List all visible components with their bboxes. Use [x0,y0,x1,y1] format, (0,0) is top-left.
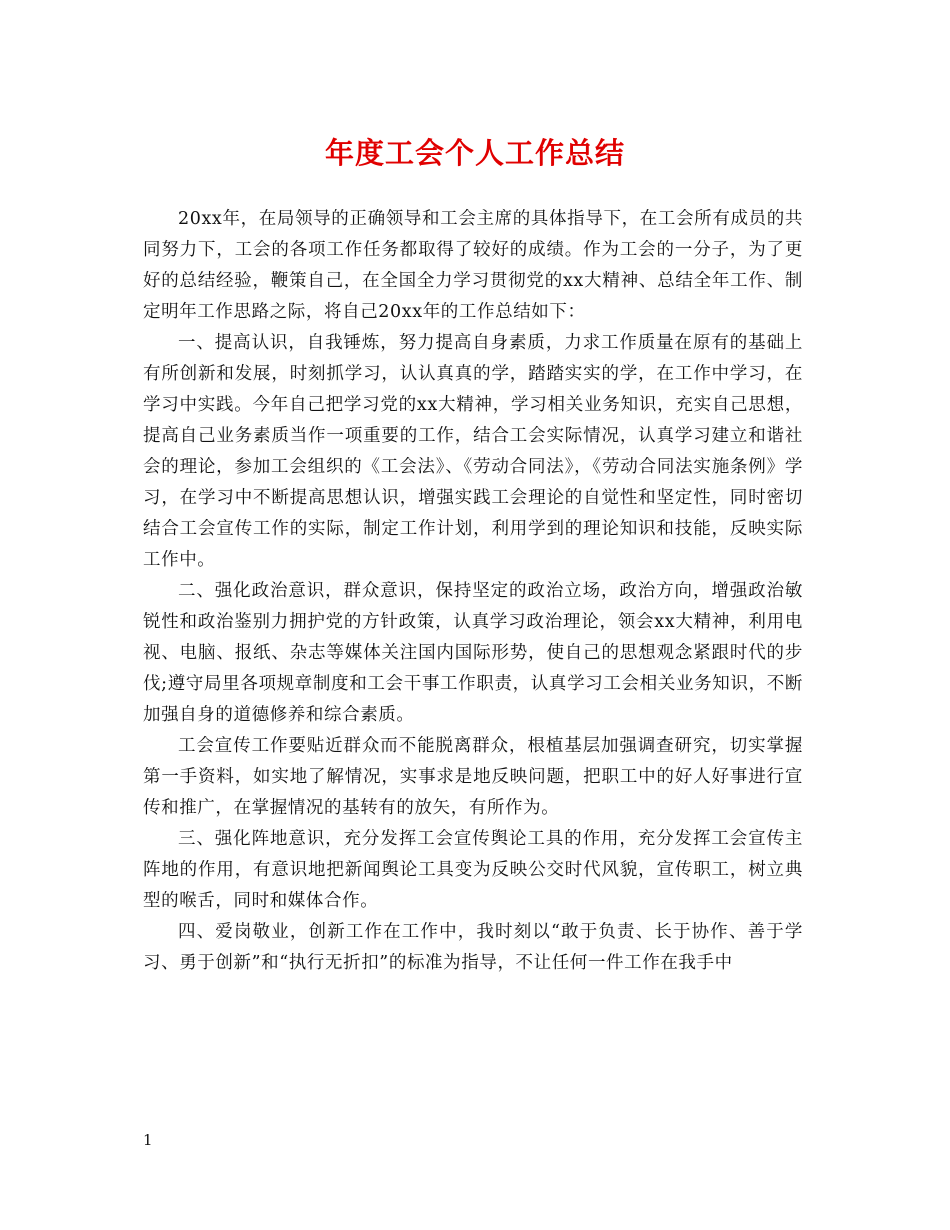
document-body [143,204,803,979]
page-number: 1 [143,1131,153,1149]
paragraph-intro: 20xx年，在局领导的正确领导和工会主席的具体指导下，在工会所有成员的共同努力下，工会的各项工作任务都取得了较好的成绩。作为工会的一分子，为了更好的总结经验，鞭策自己，在全国全力学习贯彻党的xx大精神、总结全年工作、制定明年工作思路之际，将自己20xx年的工作总结如下： [143,209,803,322]
paragraph-section-2: 二、强化政治意识，群众意识，保持坚定的政治立场，政治方向，增强政治敏锐性和政治鉴别力拥护党的方针政策，认真学习政治理论，领会xx大精神，利用电视、电脑、报纸、杂志等媒体关注国内国际形势，使自己的思想观念紧跟时代的步伐;遵守局里各项规章制度和工会干事工作职责，认真学习工会相关业务知识，不断加强自身的道德修养和综合素质。 [143,581,803,725]
paragraph-publicity: 工会宣传工作要贴近群众而不能脱离群众，根植基层加强调查研究，切实掌握第一手资料，如实地了解情况，实事求是地反映问题，把职工中的好人好事进行宣传和推广，在掌握情况的基转有的放矢，有所作为。 [143,736,803,818]
paragraph-section-3: 三、强化阵地意识，充分发挥工会宣传舆论工具的作用，充分发挥工会宣传主阵地的作用，有意识地把新闻舆论工具变为反映公交时代风貌，宣传职工，树立典型的喉舌，同时和媒体合作。 [143,829,803,911]
document-title: 年度工会个人工作总结 [324,136,625,170]
paragraph-section-1: 一、提高认识，自我锤炼，努力提高自身素质，力求工作质量在原有的基础上有所创新和发展，时刻抓学习，认认真真的学，踏踏实实的学，在工作中学习，在学习中实践。今年自己把学习党的xx大精神，学习相关业务知识，充实自己思想，提高自己业务素质当作一项重要的工作，结合工会实际情况，认真学习建立和谐社会的理论，参加工会组织的《工会法》、《劳动合同法》，《劳动合同法实施条例》学习，在学习中不断提高思想认识，增强实践工会理论的自觉性和坚定性，同时密切结合工会宣传工作的实际，制定工作计划，利用学到的理论知识和技能，反映实际工作中。 [143,333,803,570]
paragraph-section-4: 四、爱岗敬业，创新工作在工作中，我时刻以“敢于负责、长于协作、善于学习、勇于创新”和“执行无折扣”的标准为指导，不让任何一件工作在我手中 [143,922,803,973]
